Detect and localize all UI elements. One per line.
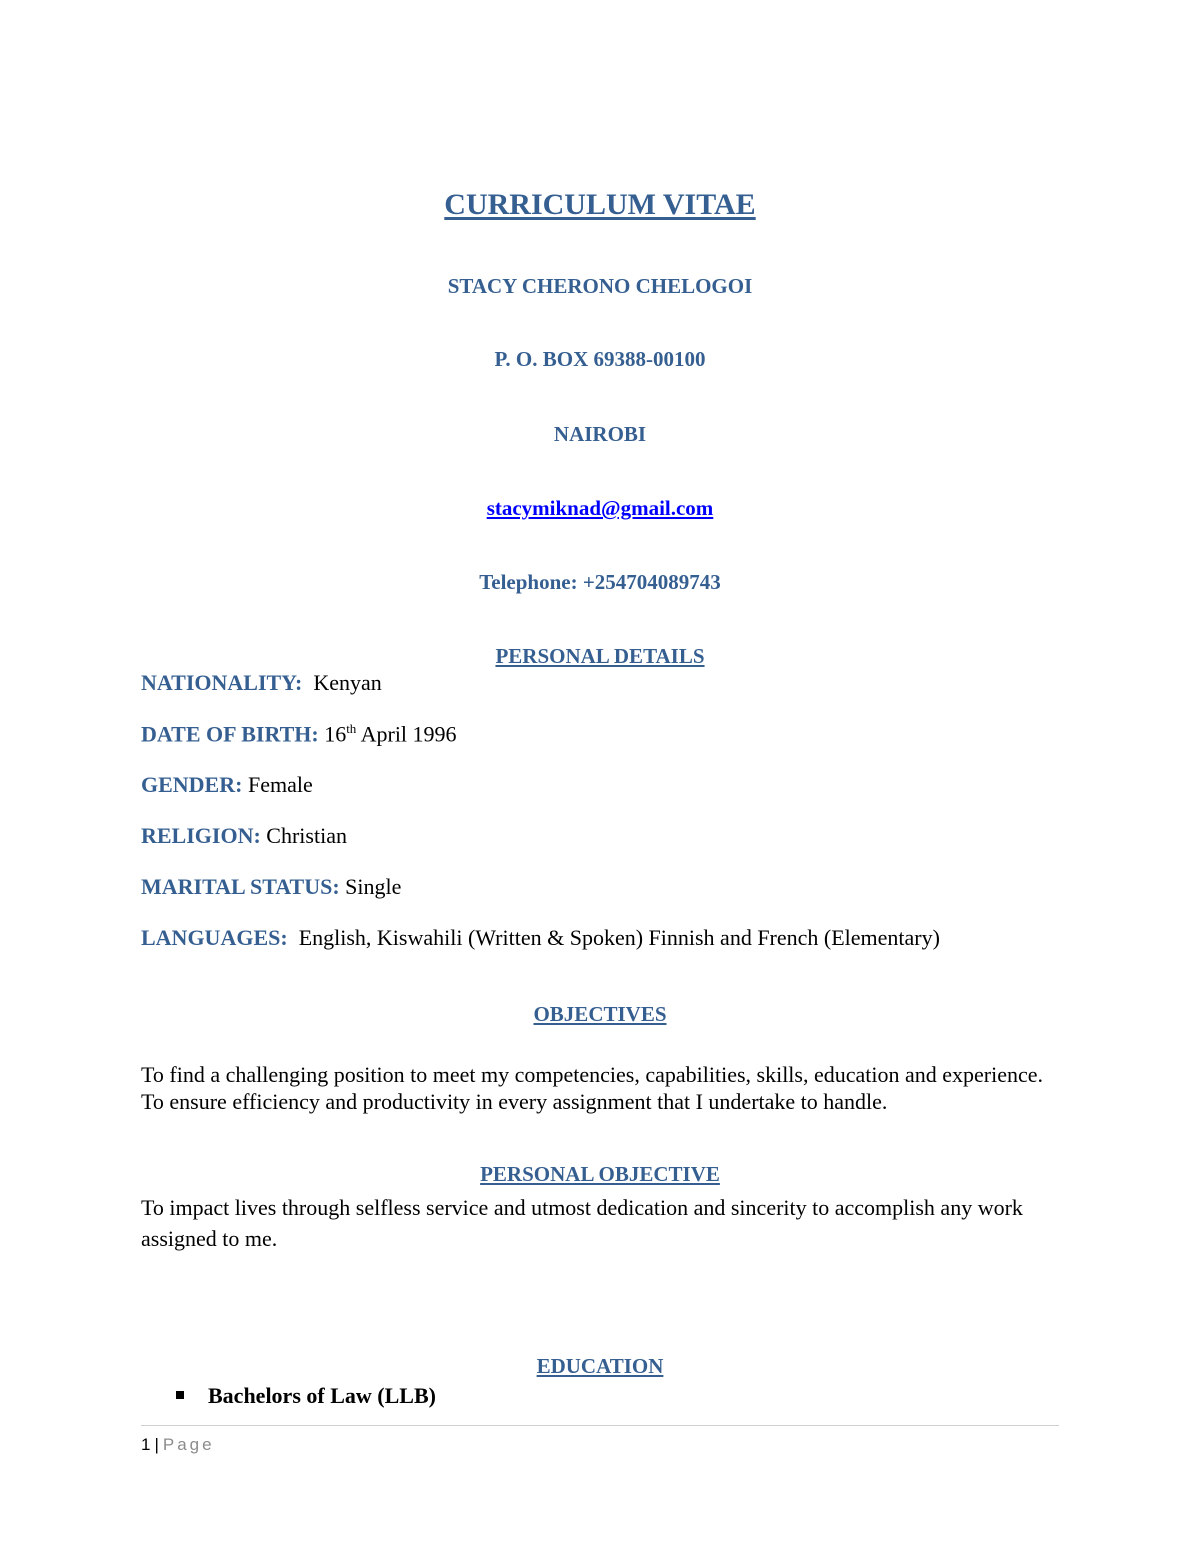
religion-label: RELIGION: xyxy=(141,823,261,848)
date-of-birth-label: DATE OF BIRTH: xyxy=(141,721,319,747)
postal-address: P. O. BOX 69388-00100 xyxy=(494,347,706,371)
personal-objective-text: To impact lives through selfless service and utmost dedication and sincerity to accomplish any work assigned to me. xyxy=(141,1195,1023,1251)
religion-row xyxy=(141,823,347,849)
nationality-label: NATIONALITY: xyxy=(141,670,303,695)
city: NAIROBI xyxy=(553,422,647,446)
footer-divider xyxy=(141,1425,1059,1426)
nationality-value: Kenyan xyxy=(313,670,382,695)
document-title: CURRICULUM VITAE xyxy=(444,188,756,221)
gender-row xyxy=(141,772,313,798)
marital-status-value: Single xyxy=(345,874,402,899)
page-word: Page xyxy=(162,1435,215,1454)
languages-value: English, Kiswahili (Written & Spoken) Finnish and French (Elementary) xyxy=(298,925,940,950)
personal-objective-heading: PERSONAL OBJECTIVE xyxy=(480,1162,720,1186)
email-link[interactable]: stacymiknad@gmail.com xyxy=(486,496,714,520)
personal-details-heading: PERSONAL DETAILS xyxy=(495,644,705,668)
gender-value: Female xyxy=(247,772,313,797)
date-of-birth-row xyxy=(141,721,457,747)
marital-status-label: MARITAL STATUS: xyxy=(141,874,340,899)
education-list-item xyxy=(176,1383,436,1409)
marital-status-row xyxy=(141,874,401,900)
education-heading: EDUCATION xyxy=(536,1354,664,1378)
gender-label: GENDER: xyxy=(141,772,243,797)
telephone: Telephone: +254704089743 xyxy=(479,570,721,594)
objectives-text: To find a challenging position to meet my competencies, capabilities, skills, education and experience. To ensure efficiency and productivity in every assignment that I undertake to handle. xyxy=(141,1062,1044,1114)
religion-value: Christian xyxy=(266,823,347,848)
objectives-heading: OBJECTIVES xyxy=(533,1002,667,1026)
languages-row xyxy=(141,925,940,951)
candidate-name: STACY CHERONO CHELOGOI xyxy=(447,274,753,298)
date-of-birth-suffix: th xyxy=(346,721,357,736)
footer-separator: | xyxy=(154,1435,159,1454)
page-number: 1 xyxy=(141,1435,151,1454)
education-item-label: Bachelors of Law (LLB) xyxy=(208,1383,436,1408)
date-of-birth-rest: April 1996 xyxy=(360,721,457,747)
date-of-birth-day: 16 xyxy=(324,721,347,747)
email-row xyxy=(0,496,1200,521)
nationality-row xyxy=(141,670,382,696)
languages-label: LANGUAGES: xyxy=(141,925,288,950)
square-bullet-icon xyxy=(176,1391,184,1399)
page-footer xyxy=(141,1435,215,1455)
